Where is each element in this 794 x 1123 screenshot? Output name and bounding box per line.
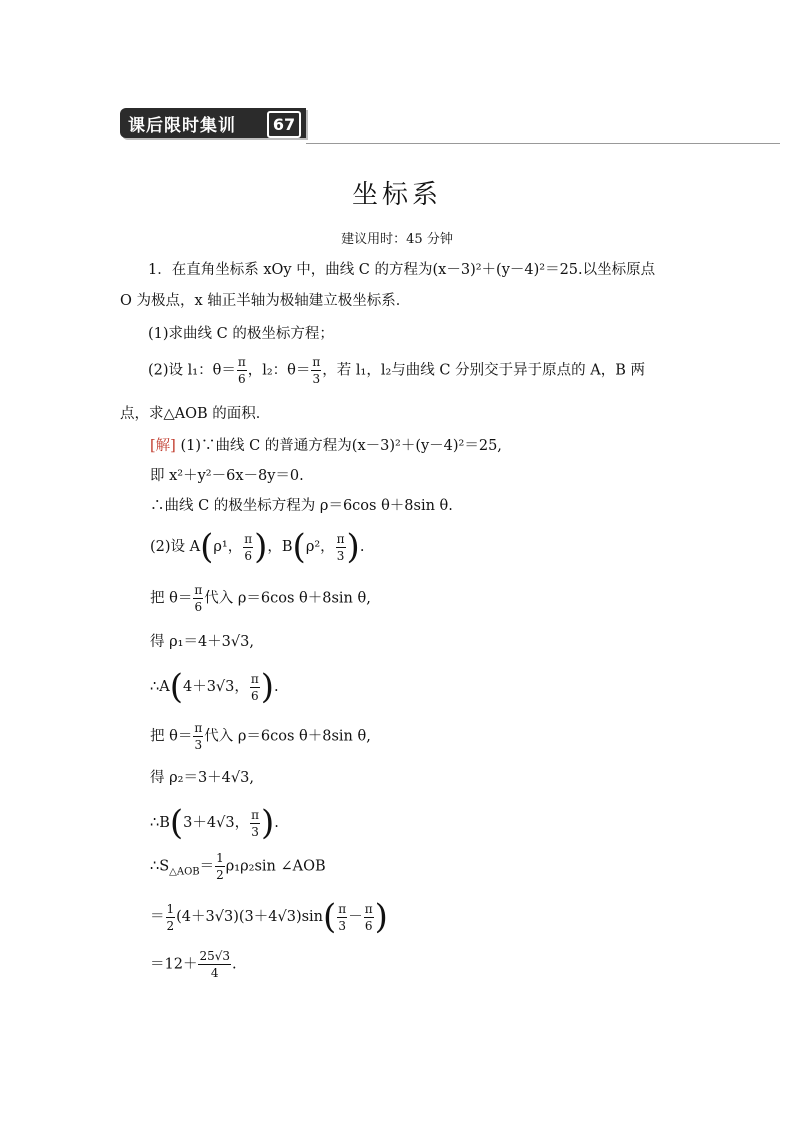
solution-line-8 bbox=[150, 722, 371, 751]
s4-d: ρ²， bbox=[305, 539, 335, 555]
paren-close: ) bbox=[346, 527, 360, 567]
paren-open: ( bbox=[169, 803, 184, 843]
solution-line-7 bbox=[150, 667, 279, 707]
paren-close: ) bbox=[260, 803, 275, 843]
frac-num: 25√3 bbox=[199, 949, 231, 963]
frac-num: π bbox=[312, 355, 321, 369]
frac-num: π bbox=[244, 531, 253, 546]
s8-a: 把 θ＝ bbox=[150, 728, 193, 745]
frac-den: 6 bbox=[251, 688, 259, 703]
solution-line-9: 得 ρ₂＝3＋4√3, bbox=[150, 770, 254, 786]
s7-b: 4＋3√3， bbox=[182, 679, 249, 695]
frac-den: 6 bbox=[244, 548, 252, 563]
frac-num: π bbox=[194, 721, 203, 735]
s5-a: 把 θ＝ bbox=[150, 590, 193, 607]
paren-open: ( bbox=[292, 527, 306, 567]
s8-b: 代入 ρ＝6cos θ＋8sin θ, bbox=[204, 728, 371, 745]
fraction-final bbox=[198, 950, 231, 979]
s11-c: ρ₁ρ₂sin ∠AOB bbox=[225, 858, 326, 875]
frac-den: 2 bbox=[166, 918, 175, 933]
s4-c: ，B bbox=[267, 539, 293, 555]
s10-c: . bbox=[274, 815, 279, 831]
solution-line-10 bbox=[150, 803, 279, 843]
s10-b: 3＋4√3， bbox=[183, 815, 250, 831]
frac-num: π bbox=[364, 901, 373, 916]
problem-part-2-end: 点，求△AOB 的面积． bbox=[120, 406, 271, 422]
s12-a: ＝ bbox=[150, 909, 165, 925]
frac-den: 2 bbox=[216, 868, 224, 882]
fraction-pi-6 bbox=[193, 584, 203, 613]
problem-intro-2: O 为极点，x 轴正半轴为极轴建立极坐标系． bbox=[120, 293, 411, 309]
problem-part-2 bbox=[148, 356, 645, 385]
solution-line-4 bbox=[150, 527, 365, 567]
s13-end: . bbox=[232, 956, 237, 973]
s4-b: ρ¹， bbox=[213, 539, 243, 555]
part2-text-a: (2)设 l₁：θ＝ bbox=[148, 362, 236, 379]
s10-a: ∴B bbox=[150, 815, 170, 831]
paren-open: ( bbox=[169, 667, 183, 707]
fraction-pi-6 bbox=[237, 356, 247, 385]
part2-text-b: ，l₂：θ＝ bbox=[247, 362, 311, 379]
frac-num: π bbox=[338, 901, 347, 916]
frac-den: 6 bbox=[364, 918, 373, 933]
s11-b: ＝ bbox=[199, 858, 215, 875]
page-title: 坐标系 bbox=[351, 180, 442, 210]
frac-num: π bbox=[250, 671, 259, 686]
s11-sub: △AOB bbox=[169, 866, 200, 878]
solution-line-5 bbox=[150, 584, 371, 613]
frac-den: 4 bbox=[210, 966, 219, 980]
solution-tag: [解] bbox=[150, 438, 176, 454]
frac-num: 1 bbox=[216, 851, 224, 865]
problem-part-1: (1)求曲线 C 的极坐标方程； bbox=[148, 326, 334, 342]
banner-number: 67 bbox=[267, 111, 301, 138]
s7-c: . bbox=[274, 679, 279, 695]
solution-s1: (1)∵曲线 C 的普通方程为(x－3)²＋(y－4)²＝25, bbox=[180, 438, 502, 454]
frac-num: π bbox=[194, 583, 203, 597]
fraction-1-2 bbox=[166, 903, 176, 932]
paren-open: ( bbox=[200, 527, 214, 567]
s4-a: (2)设 A bbox=[150, 539, 201, 555]
fraction-pi-6 bbox=[243, 533, 253, 562]
paren-close: ) bbox=[254, 527, 268, 567]
s5-b: 代入 ρ＝6cos θ＋8sin θ, bbox=[204, 590, 371, 607]
fraction-1-2 bbox=[215, 852, 225, 881]
frac-den: 3 bbox=[336, 548, 345, 563]
page-subtitle: 建议用时：45 分钟 bbox=[341, 232, 453, 247]
s11-a: ∴S bbox=[150, 858, 170, 875]
paren-open: ( bbox=[323, 897, 337, 937]
problem-intro-1: 1．在直角坐标系 xOy 中，曲线 C 的方程为(x－3)²＋(y－4)²＝25.以坐标原点 bbox=[148, 262, 656, 278]
part2-text-c: ，若 l₁，l₂与曲线 C 分别交于异于原点的 A，B 两 bbox=[322, 362, 645, 379]
s12-minus: － bbox=[348, 909, 363, 925]
fraction-pi-3 bbox=[337, 903, 347, 932]
fraction-pi-3 bbox=[336, 533, 346, 562]
frac-den: 3 bbox=[312, 372, 321, 386]
solution-line-3: ∴曲线 C 的极坐标方程为 ρ＝6cos θ＋8sin θ. bbox=[150, 498, 453, 514]
solution-line-11 bbox=[150, 852, 326, 881]
fraction-pi-3 bbox=[311, 356, 321, 385]
frac-den: 6 bbox=[237, 372, 246, 386]
frac-den: 3 bbox=[194, 738, 203, 752]
solution-line-2: 即 x²＋y²－6x－8y＝0. bbox=[150, 468, 304, 484]
s4-e: . bbox=[359, 539, 365, 555]
banner-label: 课后限时集训 bbox=[128, 116, 236, 136]
frac-den: 3 bbox=[338, 918, 347, 933]
paren-close: ) bbox=[260, 667, 275, 707]
solution-line-1 bbox=[150, 434, 502, 455]
fraction-pi-6 bbox=[250, 673, 260, 702]
solution-line-6: 得 ρ₁＝4＋3√3, bbox=[150, 634, 254, 650]
frac-den: 3 bbox=[251, 824, 259, 839]
paren-close: ) bbox=[374, 897, 388, 937]
banner-divider bbox=[306, 143, 780, 144]
s12-b: (4＋3√3)(3＋4√3)sin bbox=[176, 909, 324, 925]
fraction-pi-3 bbox=[250, 809, 260, 838]
fraction-pi-6 bbox=[364, 903, 374, 932]
frac-den: 6 bbox=[194, 600, 203, 614]
fraction-pi-3 bbox=[193, 722, 203, 751]
s7-a: ∴A bbox=[150, 679, 170, 695]
solution-line-13 bbox=[150, 950, 237, 979]
frac-num: 1 bbox=[166, 901, 175, 916]
frac-num: π bbox=[336, 531, 345, 546]
frac-num: π bbox=[237, 355, 246, 369]
solution-line-12 bbox=[150, 897, 388, 937]
frac-num: π bbox=[251, 807, 259, 822]
header-banner bbox=[120, 108, 780, 140]
s13-a: ＝12＋ bbox=[150, 956, 198, 973]
